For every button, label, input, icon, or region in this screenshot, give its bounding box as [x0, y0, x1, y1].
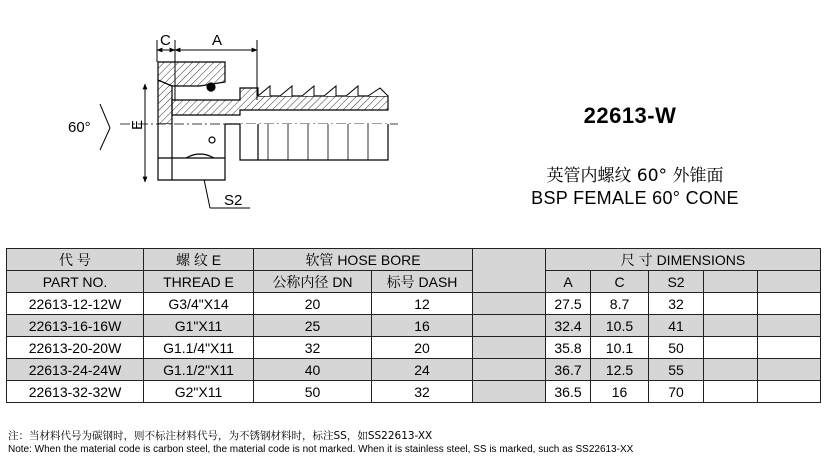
empty-cell	[758, 381, 821, 403]
cell-a: 35.8	[546, 337, 591, 359]
cell-part: 22613-32-32W	[7, 381, 144, 403]
cell-a: 32.4	[546, 315, 591, 337]
spec-table	[6, 248, 821, 403]
cell-a: 27.5	[546, 293, 591, 315]
blank-cell	[473, 337, 546, 359]
header-c: C	[591, 271, 649, 293]
cell-part: 22613-20-20W	[7, 337, 144, 359]
cell-part: 22613-24-24W	[7, 359, 144, 381]
fitting-drawing	[0, 0, 440, 240]
barbs-upper	[258, 86, 388, 96]
empty-cell	[758, 359, 821, 381]
header-s2: S2	[649, 271, 704, 293]
cell-s2: 41	[649, 315, 704, 337]
header-hose-bore: 软管 HOSE BORE	[254, 249, 473, 271]
cell-c: 10.5	[591, 315, 649, 337]
cell-thread: G2"X11	[144, 381, 254, 403]
dim-a-label: A	[212, 32, 223, 49]
empty-cell	[704, 337, 758, 359]
cell-dash: 20	[372, 337, 473, 359]
table-row	[7, 359, 821, 381]
blank-cell	[473, 293, 546, 315]
table-row	[7, 315, 821, 337]
header-blank	[473, 249, 546, 293]
angle-label: 60°	[68, 119, 91, 136]
cell-a: 36.5	[546, 381, 591, 403]
cell-dn: 20	[254, 293, 372, 315]
header-thread-en: THREAD E	[144, 271, 254, 293]
header-part-cn: 代 号	[7, 249, 144, 271]
blank-cell	[473, 315, 546, 337]
cell-thread: G1.1/2"X11	[144, 359, 254, 381]
cell-dash: 24	[372, 359, 473, 381]
description-english: BSP FEMALE 60° CONE	[531, 188, 739, 208]
empty-cell	[758, 337, 821, 359]
table-row	[7, 381, 821, 403]
cell-s2: 32	[649, 293, 704, 315]
note-english: Note: When the material code is carbon steel, the material code is not marked. When it is stainless steel, SS is marked, such as SS22613-XX	[8, 444, 634, 455]
table-row	[7, 337, 821, 359]
header-empty-1	[704, 271, 758, 293]
cell-s2: 70	[649, 381, 704, 403]
spec-rows	[7, 293, 821, 403]
cell-s2: 55	[649, 359, 704, 381]
header-dn: 公称内径 DN	[254, 271, 372, 293]
header-empty-2	[758, 271, 821, 293]
note-chinese: 注：当材料代号为碳钢时，则不标注材料代号，为不锈钢材料时，标注SS，如SS22613-XX	[8, 430, 433, 442]
cell-dash: 16	[372, 315, 473, 337]
empty-cell	[704, 315, 758, 337]
cell-part: 22613-16-16W	[7, 315, 144, 337]
cell-part: 22613-12-12W	[7, 293, 144, 315]
blank-cell	[473, 359, 546, 381]
dim-e-label: E	[129, 119, 146, 130]
header-part-en: PART NO.	[7, 271, 144, 293]
description-chinese: 英管内螺纹 60° 外锥面	[546, 166, 724, 186]
stem-lower	[209, 124, 388, 160]
cell-thread: G1"X11	[144, 315, 254, 337]
cell-dn: 32	[254, 337, 372, 359]
cell-c: 12.5	[591, 359, 649, 381]
cell-c: 10.1	[591, 337, 649, 359]
cell-thread: G3/4"X14	[144, 293, 254, 315]
cell-a: 36.7	[546, 359, 591, 381]
cell-c: 16	[591, 381, 649, 403]
cell-dn: 50	[254, 381, 372, 403]
empty-cell	[704, 293, 758, 315]
cell-dash: 12	[372, 293, 473, 315]
table-row	[7, 293, 821, 315]
empty-cell	[704, 381, 758, 403]
empty-cell	[758, 315, 821, 337]
dim-c-label: C	[160, 32, 171, 49]
dim-s2-label: S2	[224, 192, 243, 209]
empty-cell	[704, 359, 758, 381]
header-thread-cn: 螺 纹 E	[144, 249, 254, 271]
cell-dn: 25	[254, 315, 372, 337]
cell-dash: 32	[372, 381, 473, 403]
model-number: 22613-W	[583, 103, 677, 128]
header-dash: 标号 DASH	[372, 271, 473, 293]
header-a: A	[546, 271, 591, 293]
cell-dn: 40	[254, 359, 372, 381]
cell-s2: 50	[649, 337, 704, 359]
cell-c: 8.7	[591, 293, 649, 315]
header-dimensions: 尺 寸 DIMENSIONS	[546, 249, 821, 271]
blank-cell	[473, 381, 546, 403]
empty-cell	[758, 293, 821, 315]
cell-thread: G1.1/4"X11	[144, 337, 254, 359]
